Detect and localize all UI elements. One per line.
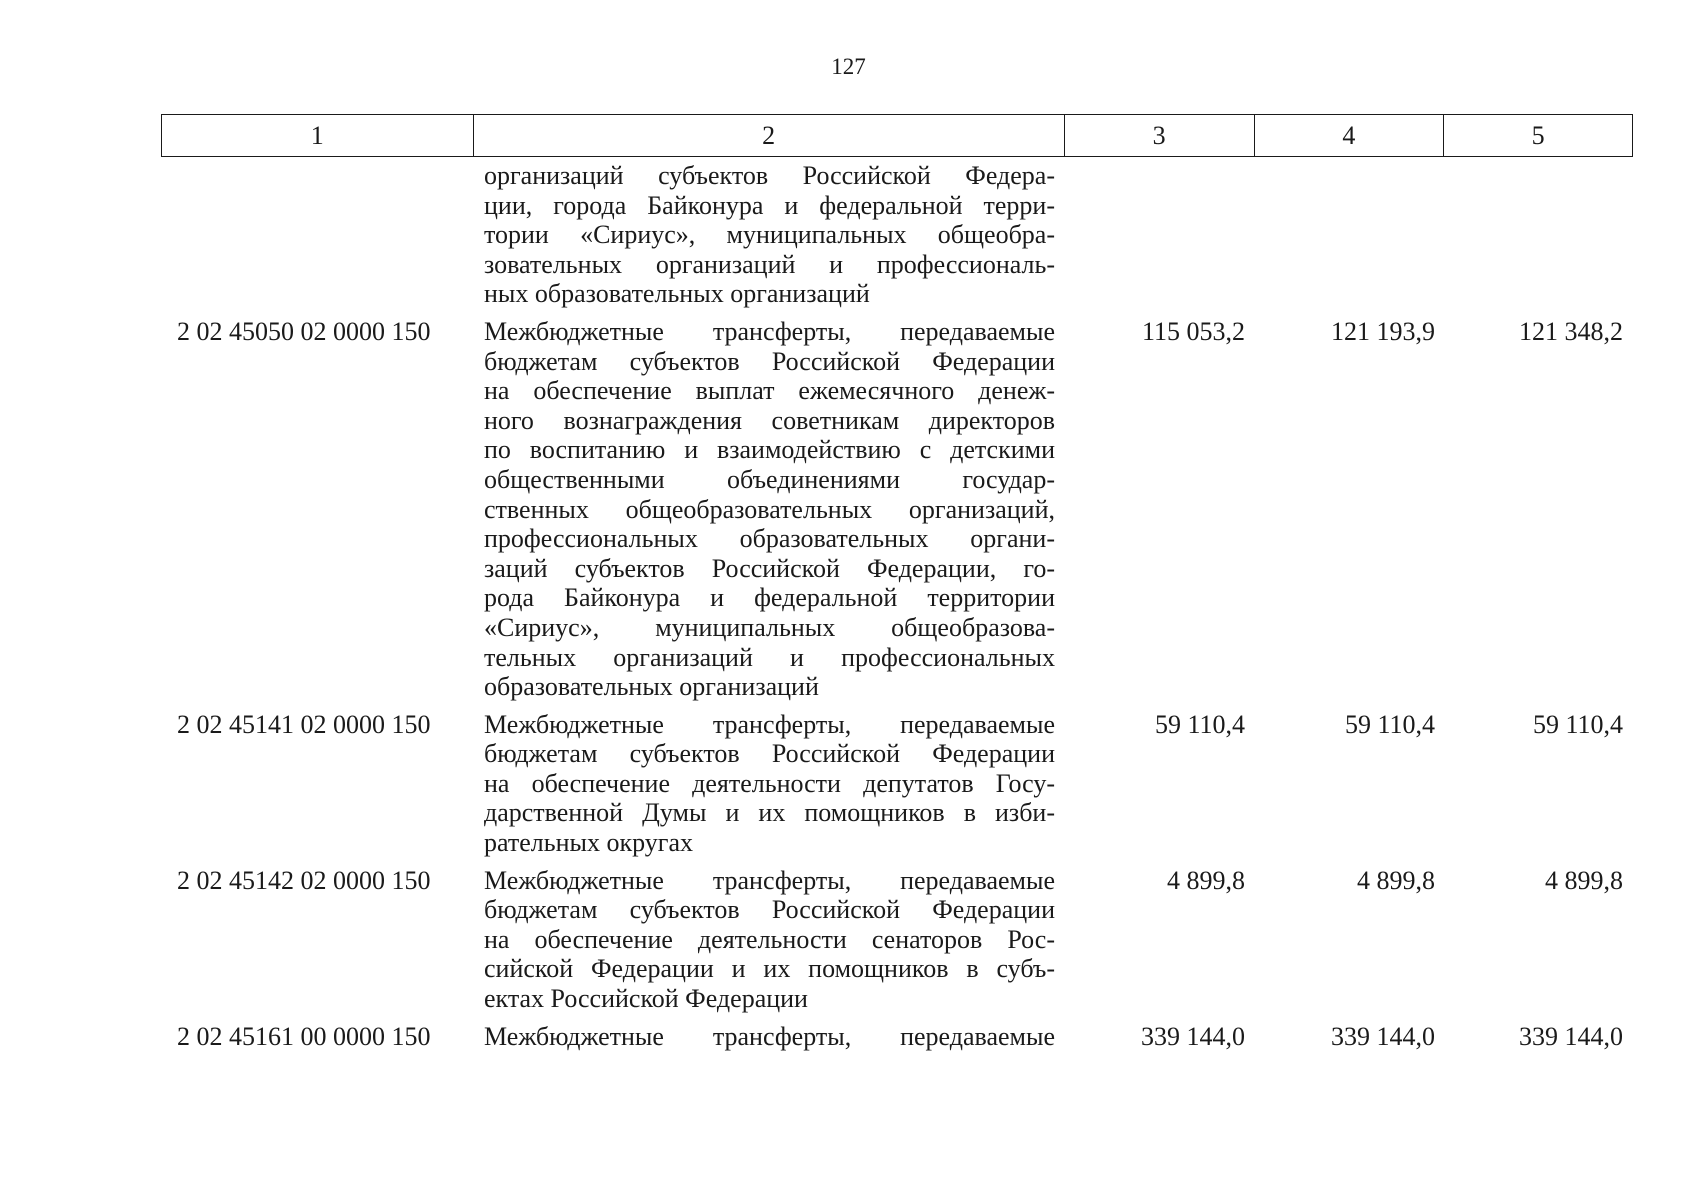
description-line: заций субъектов Российской Федерации, го-: [484, 553, 1055, 583]
description-line: тории «Сириус», муниципальных общеобра-: [484, 220, 1055, 250]
description-line: Межбюджетные трансферты, передаваемые: [484, 865, 1055, 895]
amount-cell-4: 121 193,9: [1331, 316, 1435, 346]
description-line: сийской Федерации и их помощников в субъ-: [484, 954, 1055, 984]
table-header-col-1: 1: [162, 115, 474, 156]
description-line: ции, города Байконура и федеральной терри-: [484, 190, 1055, 220]
budget-code-cell: 2 02 45141 02 0000 150: [177, 709, 431, 739]
description-line: дарственной Думы и их помощников в изби-: [484, 798, 1055, 828]
description-line: профессиональных образовательных органи-: [484, 524, 1055, 554]
description-line: «Сириус», муниципальных общеобразова-: [484, 612, 1055, 642]
budget-code-cell: 2 02 45142 02 0000 150: [177, 865, 431, 895]
description-line: Межбюджетные трансферты, передаваемые: [484, 316, 1055, 346]
description-line: Межбюджетные трансферты, передаваемые: [484, 709, 1055, 739]
amount-cell-4: 339 144,0: [1331, 1021, 1435, 1051]
description-line: бюджетам субъектов Российской Федерации: [484, 895, 1055, 925]
description-line: на обеспечение выплат ежемесячного денеж-: [484, 376, 1055, 406]
amount-cell-5: 59 110,4: [1532, 709, 1623, 739]
description-line: ектах Российской Федерации: [484, 984, 808, 1014]
amount-cell-4: 4 899,8: [1357, 865, 1435, 895]
description-line: зовательных организаций и профессиональ-: [484, 249, 1055, 279]
description-cell: [473, 866, 1065, 1014]
amount-cell-3: 4 899,8: [1167, 865, 1245, 895]
description-line: бюджетам субъектов Российской Федерации: [484, 346, 1055, 376]
description-line: Межбюджетные трансферты, передаваемые: [484, 1021, 1055, 1051]
description-cell: [473, 161, 1065, 309]
description-line: ственных общеобразовательных организаций,: [484, 494, 1055, 524]
description-line: тельных организаций и профессиональных: [484, 642, 1055, 672]
table-row: [161, 161, 1633, 309]
amount-cell-3: 115 053,2: [1141, 316, 1245, 346]
table-header-col-5: 5: [1531, 120, 1545, 150]
description-line: по воспитанию и взаимодействию с детскими: [484, 435, 1055, 465]
amount-cell-4: 59 110,4: [1344, 709, 1435, 739]
amount-cell-5: 4 899,8: [1545, 865, 1623, 895]
table-header-col-2: 2: [474, 115, 1065, 156]
amount-cell-5: 339 144,0: [1519, 1021, 1623, 1051]
description-line: рательных округах: [484, 828, 693, 858]
table-body: [161, 161, 1633, 1059]
description-line: ного вознаграждения советникам директоров: [484, 405, 1055, 435]
description-line: рода Байконура и федеральной территории: [484, 583, 1055, 613]
table-row: [161, 317, 1633, 702]
table-row: [161, 1022, 1633, 1052]
amount-cell-3: 59 110,4: [1154, 709, 1245, 739]
description-line: на обеспечение деятельности депутатов Госу-: [484, 768, 1055, 798]
table-row: [161, 710, 1633, 858]
amount-cell-5: 121 348,2: [1519, 316, 1623, 346]
description-cell: [473, 1022, 1065, 1052]
description-cell: [473, 710, 1065, 858]
table-header-col-3: 3: [1065, 115, 1255, 156]
page-number: 127: [831, 54, 866, 79]
description-line: образовательных организаций: [484, 672, 819, 702]
budget-code-cell: 2 02 45050 02 0000 150: [177, 316, 431, 346]
budget-code-cell: 2 02 45161 00 0000 150: [177, 1021, 431, 1051]
description-cell: [473, 317, 1065, 702]
amount-cell-3: 339 144,0: [1141, 1021, 1245, 1051]
description-line: ных образовательных организаций: [484, 279, 870, 309]
description-line: организаций субъектов Российской Федера-: [484, 161, 1055, 190]
description-line: общественными объединениями государ-: [484, 464, 1055, 494]
description-line: бюджетам субъектов Российской Федерации: [484, 739, 1055, 769]
table-row: [161, 866, 1633, 1014]
description-line: на обеспечение деятельности сенаторов Рос-: [484, 924, 1055, 954]
table-header-col-4: 4: [1255, 115, 1445, 156]
table-header-row: [161, 114, 1633, 157]
